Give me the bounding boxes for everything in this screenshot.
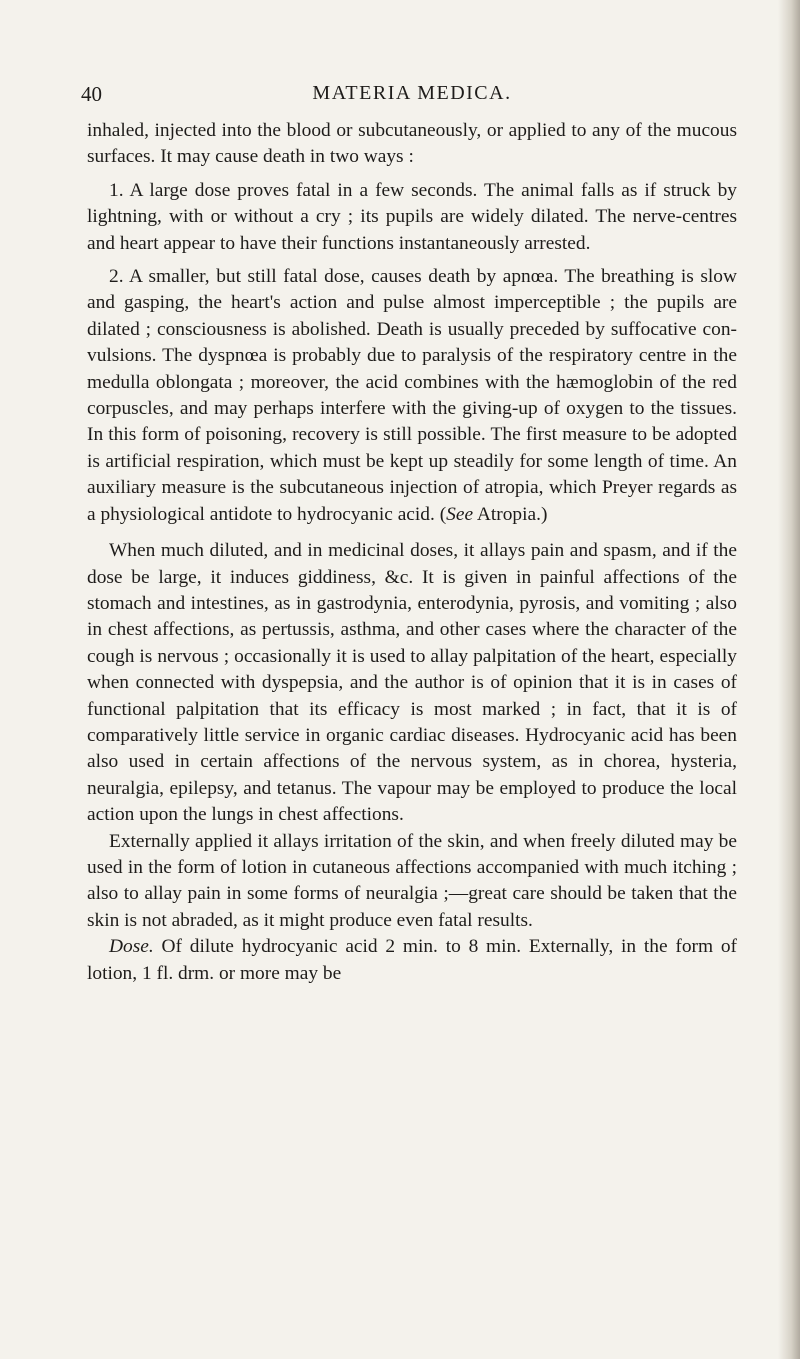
see-reference-label: See <box>446 503 474 525</box>
paragraph-external-use: Externally applied it allays irritation of the skin, and when freely diluted may be used in the form of lotion in cutaneous affections accompanied with much itching ; also to allay pain in some forms of neuralgia ;—great care should be taken that the skin is not abraded, as it might produce even fatal results. <box>87 830 737 931</box>
see-reference-open: ( <box>434 503 447 525</box>
page-header <box>81 76 737 106</box>
paragraph-smaller-dose-text: 2. A smaller, but still fatal dose, causes death by apnœa. The breathing is slow and gasping, the heart's action and pulse almost imperceptible ; the pupils are dilated ; consciousness is abolished. Death is usually preceded by suffocative convulsions. The dyspnœa is probably due to paralysis of the respiratory centre in the medulla oblongata ; moreover, the acid combines with the hæmoglobin of the red corpuscles, and may perhaps interfere with the giving-up of oxygen to the tissues. In this form of poisoning, recovery is still possible. The first measure to be adopted is artificial respiration, which must be kept up steadily for some length of time. An auxiliary measure is the subcutaneous injection of atropia, which Preyer regards as a physiological antidote to hydrocyanic acid. <box>87 266 737 525</box>
running-head: MATERIA MEDICA. <box>312 82 512 104</box>
book-page <box>81 76 737 987</box>
dose-label: Dose. <box>109 936 154 958</box>
page-number: 40 <box>81 82 102 106</box>
page-body <box>87 118 737 987</box>
page-edge-shadow <box>778 0 800 1359</box>
paragraph-large-dose: 1. A large dose proves fatal in a few seconds. The animal falls as if struck by lightning, with or without a cry ; its pupils are widely dilated. The nerve-centres and heart appear to have their functions instantaneously arrested. <box>87 179 737 254</box>
paragraph-smaller-dose <box>87 264 737 528</box>
paragraph-medicinal-doses: When much diluted, and in medicinal doses, it allays pain and spasm, and if the dose be large, it induces giddiness, &c. It is given in painful affections of the stomach and intestines, as in gastrodynia, enterodynia, pyrosis, and vomiting ; also in chest affections, as pertussis, asthma, and other cases where the character of the cough is nervous ; occasionally it is used to allay palpitation of the heart, especially when connected with dyspepsia, and the author is of opinion that it is in cases of functional palpitation that its efficacy is most marked ; in fact, that it is of comparatively little service in organic cardiac diseases. Hydrocyanic acid has been also used in certain affections of the nervous system, as in chorea, hysteria, neuralgia, epilepsy, and tetanus. The vapour may be employed to produce the local action upon the lungs in chest affections. <box>87 540 737 826</box>
dose-text: Of dilute hydrocyanic acid 2 min. to 8 min. Externally, in the form of lotion, 1 fl. drm. or more may be <box>87 936 737 984</box>
paragraph-continued: inhaled, injected into the blood or subcutaneously, or applied to any of the mucous surfaces. It may cause death in two ways : <box>87 120 737 168</box>
see-reference-target: Atropia.) <box>473 503 548 525</box>
paragraph-dose <box>87 934 737 987</box>
